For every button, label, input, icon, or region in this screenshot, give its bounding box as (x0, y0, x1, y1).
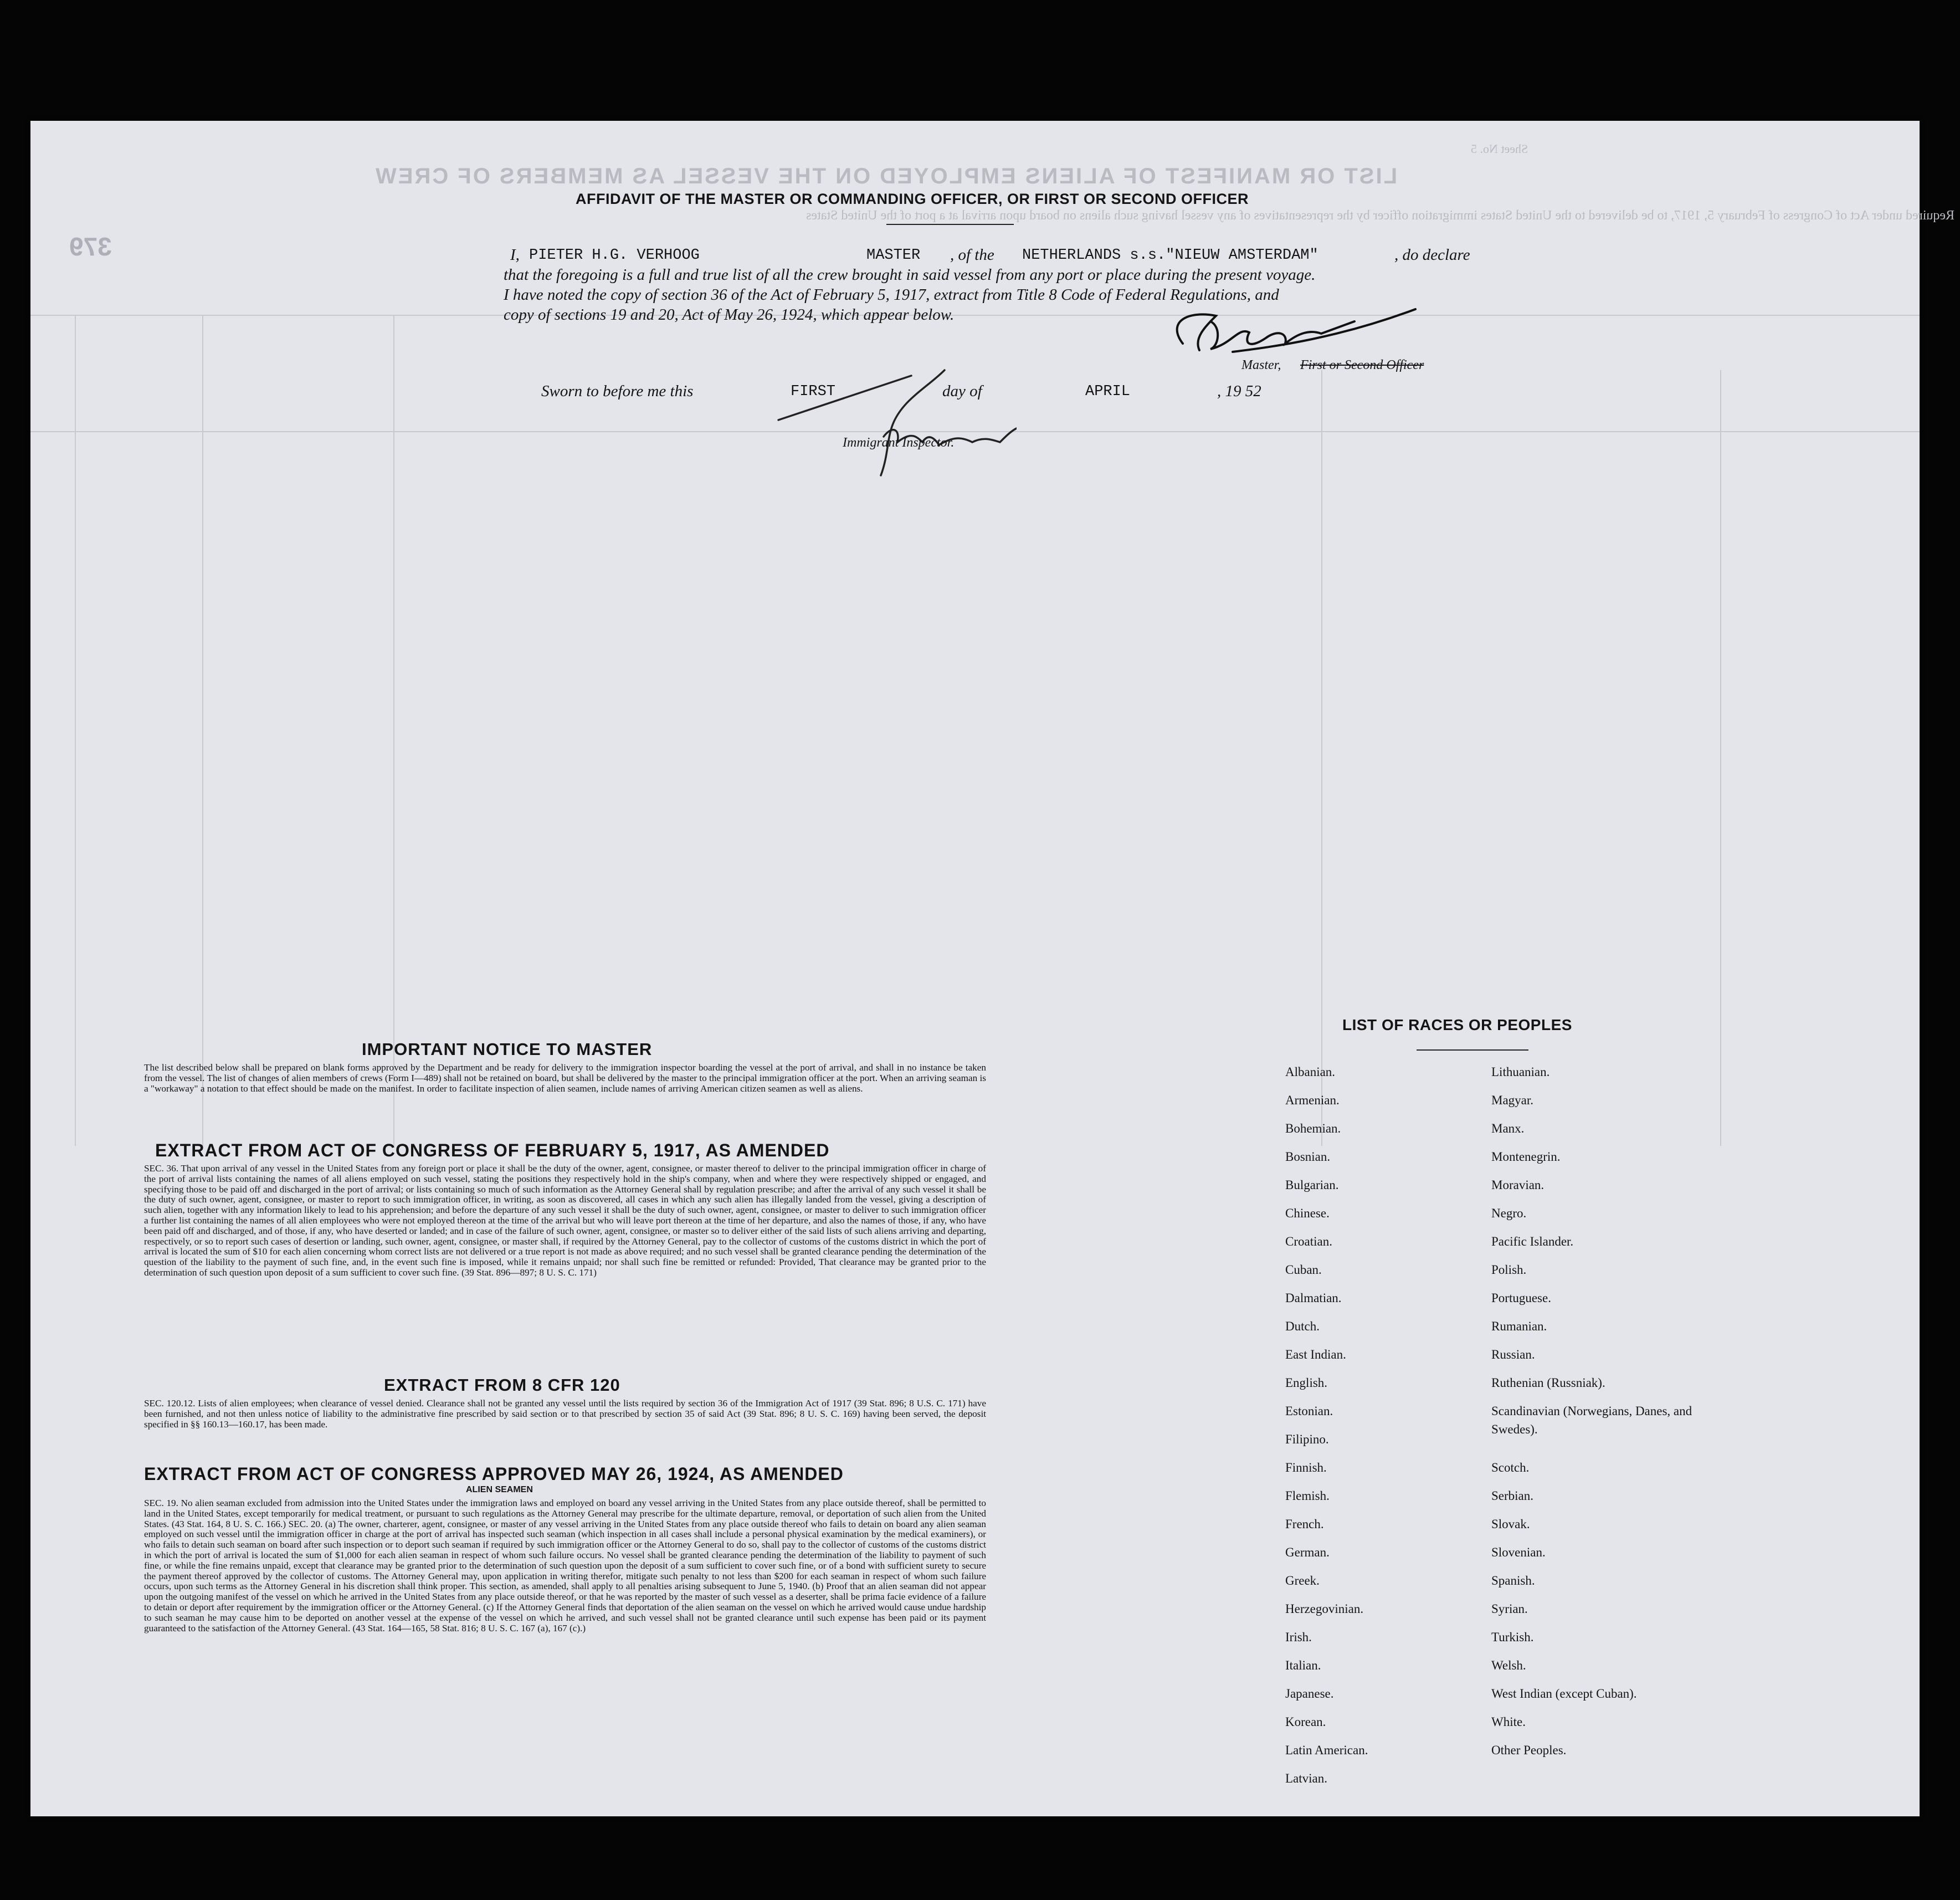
race-item: Syrian. (1491, 1602, 1528, 1616)
race-item: English. (1285, 1376, 1328, 1390)
race-item: Filipino. (1285, 1432, 1329, 1446)
races-title-rule (1417, 1049, 1528, 1051)
race-item: Portuguese. (1491, 1291, 1551, 1305)
race-item: Turkish. (1491, 1630, 1534, 1644)
race-item: Magyar. (1491, 1093, 1534, 1107)
races-title: LIST OF RACES OR PEOPLES (1342, 1016, 1572, 1033)
race-item: Dalmatian. (1285, 1291, 1342, 1305)
race-item: German. (1285, 1545, 1330, 1559)
extract-1924-subtitle: ALIEN SEAMEN (466, 1485, 533, 1494)
race-item: Welsh. (1491, 1658, 1526, 1672)
signature-caption-master: Master, (1241, 358, 1281, 372)
affidavit-heading-rule (886, 224, 1014, 225)
sworn-month: APRIL (1085, 383, 1131, 400)
race-item: Latvian. (1285, 1771, 1327, 1785)
affidavit-i: I, (510, 246, 520, 264)
race-item: Spanish. (1491, 1574, 1535, 1587)
race-item: Dutch. (1285, 1319, 1320, 1333)
affidavit-line-2: that the foregoing is a full and true list of all the crew brought in said vessel from any port or place during the present voyage. (504, 266, 1316, 284)
race-item: Japanese. (1285, 1687, 1334, 1701)
race-item: Greek. (1285, 1574, 1320, 1587)
race-item: Negro. (1491, 1206, 1527, 1220)
race-item: Flemish. (1285, 1489, 1330, 1503)
extract-1917-text: SEC. 36. That upon arrival of any vessel in the United States from any foreign port or place it shall be the duty of the owner, agent, consignee, or master thereof to deliver to the principal immigration officer in charge of the port of arrival lists containing the names of all aliens employed on such vessel, stating the positions they respectively hold in the ship's company, when and where they were respectively shipped or engaged, and specifying those to be paid off and discharged in the port of arrival; or lists containing so much of such information as the Attorney General shall by regulation prescribe; and after the arrival of any such vessel it shall be the duty of such owner, agent, consignee, or master to report to such immigration officer, in writing, as soon as discovered, all cases in which any such alien has illegally landed from the vessel, giving a description of such alien, together with any information likely to lead to his apprehension; and before the departure of any such vessel it shall be the duty of such owner, agent, consignee, or master to deliver to such immigration officer a further list containing the names of all alien employees who were not employed thereon at the time of the arrival but who will leave port thereon at the time of her departure, and also the names of those, if any, who have been paid off and discharged, and of those, if any, who have deserted or landed; and in case of the failure of such owner, agent, consignee, or master so to deliver either of the said lists of such aliens arriving and departing, respectively, or so to report such cases of desertion or landing, such owner, agent, consignee, or master shall, if required by the Attorney General, pay to the collector of customs of the customs district in which the port of arrival is located the sum of $10 for each alien concerning whom correct lists are not delivered or a true report is not made as above required; and no such vessel shall be granted clearance pending the determination of the question of the liability to the payment of such fine, and, in the event such fine is imposed, while it remains unpaid; nor shall such fine be remitted or refunded: Provided, That clearance may be granted prior to the determination of such question upon deposit of a sum sufficient to cover such fine. (39 Stat. 896—897; 8 U. S. C. 171) (144, 1163, 986, 1278)
race-item: Ruthenian (Russniak). (1491, 1376, 1605, 1390)
race-item: Cuban. (1285, 1263, 1322, 1277)
race-item: East Indian. (1285, 1348, 1346, 1361)
affidavit-of-the: , of the (950, 246, 994, 264)
race-item: French. (1285, 1517, 1324, 1531)
ghost-sheet-number: Sheet No. 5 (1471, 142, 1528, 156)
race-item: Scotch. (1491, 1461, 1530, 1474)
extract-8cfr-title: EXTRACT FROM 8 CFR 120 (384, 1375, 620, 1395)
race-item: Bulgarian. (1285, 1178, 1339, 1192)
affidavit-do-declare: , do declare (1394, 246, 1470, 264)
race-item: Serbian. (1491, 1489, 1534, 1503)
ghost-table-col (202, 315, 203, 1146)
race-item: Russian. (1491, 1348, 1535, 1361)
extract-8cfr-text: SEC. 120.12. Lists of alien employees; when clearance of vessel denied. Clearance shall not be granted any vessel until the lists required by section 36 of the Immigration Act of 1917 (39 Stat. 896; 8 U.S. C. 171) have been furnished, and not then unless notice of liability to the administrative fine prescribed by said section or to that prescribed by section 35 of said Act (39 Stat. 896; 8 U. S. C. 169) having been served, the deposit specified in §§ 160.13—160.17, has been made. (144, 1398, 986, 1430)
ghost-table-col (393, 315, 394, 1146)
race-item: Finnish. (1285, 1461, 1327, 1474)
race-item: Manx. (1491, 1121, 1525, 1135)
race-item: Polish. (1491, 1263, 1527, 1277)
race-item: Herzegovinian. (1285, 1602, 1364, 1616)
race-item: Moravian. (1491, 1178, 1545, 1192)
race-item: Scandinavian (Norwegians, Danes, and Swedes). (1491, 1404, 1692, 1436)
race-item: Pacific Islander. (1491, 1235, 1574, 1248)
inspector-signature (762, 354, 1017, 481)
sworn-day: FIRST (791, 383, 836, 400)
sworn-year: , 19 52 (1217, 382, 1261, 400)
vessel-name: NETHERLANDS s.s."NIEUW AMSTERDAM" (1022, 247, 1318, 264)
race-item: Albanian. (1285, 1065, 1336, 1079)
race-item: Other Peoples. (1491, 1743, 1567, 1757)
race-item: White. (1491, 1715, 1526, 1729)
extract-1917-title: EXTRACT FROM ACT OF CONGRESS OF FEBRUARY 5, 1917, AS AMENDED (155, 1140, 830, 1160)
notice-title: IMPORTANT NOTICE TO MASTER (362, 1039, 653, 1059)
race-item: Bosnian. (1285, 1150, 1331, 1164)
race-item: Lithuanian. (1491, 1065, 1550, 1079)
master-rank: MASTER (866, 247, 921, 264)
race-item: Korean. (1285, 1715, 1326, 1729)
ghost-table-rule (30, 315, 1920, 316)
extract-1924-text: SEC. 19. No alien seaman excluded from admission into the United States under the immigration laws and employed on board any vessel arriving in the United States from any place outside thereof, shall be permitted to land in the United States, except temporarily for medical treatment, or pursuant to such regulations as the Attorney General may prescribe for the ultimate departure, removal, or deportation of such alien from the United States. (43 Stat. 164, 8 U. S. C. 166.) SEC. 20. (a) The owner, charterer, agent, consignee, or master of any vessel arriving in the United States from any place outside thereof who fails to detain on board any alien seaman employed on such vessel until the immigration officer in charge at the port of arrival has inspected such seaman (which inspection in all cases shall include a personal physical examination by the medical examiners), or who fails to detain such seaman on board after such inspection or to deport such seaman if required by such immigration officer or the Attorney General to do so, shall pay to the collector of customs of the customs district in which the port of arrival is located the sum of $1,000 for each alien seaman in respect of whom such failure occurs. No vessel shall be granted clearance pending the determination of the liability to payment of such fine, or while the fine remains unpaid, except that clearance may be granted prior to the determination of such question upon the deposit of a sum sufficient to cover such fine, or of a bond with sufficient surety to secure the payment thereof approved by the collector of customs. The Attorney General may, upon application in writing therefor, mitigate such penalty to not less than $200 for each seaman in respect of whom such failure occurs, upon such terms as the Attorney General in his discretion shall think proper. This section, as amended, shall apply to all penalties arising subsequent to June 5, 1940. (b) Proof that an alien seaman did not appear upon the outgoing manifest of the vessel on which he arrived in the United States from any place outside thereof, or that he was reported by the master of such vessel as a deserter, shall be prima facie evidence of a failure to detain or deport after requirement by the immigration officer or the Attorney General. (c) If the Attorney General finds that deportation of the alien seaman on the vessel on which he arrived would cause undue hardship to such seaman he may cause him to be deported on another vessel at the expense of the vessel on which he arrived, and such vessel shall not be granted clearance until such expense has been paid or its payment guaranteed to the satisfaction of the Attorney General. (43 Stat. 164—165, 58 Stat. 816; 8 U. S. C. 167 (a), 167 (c).) (144, 1498, 986, 1633)
affidavit-line-3: I have noted the copy of section 36 of the Act of February 5, 1917, extract from Title 8 Code of Federal Regulations, and (504, 286, 1279, 304)
master-name: PIETER H.G. VERHOOG (529, 247, 700, 264)
signature-caption-struck: First or Second Officer (1300, 358, 1424, 372)
document-page (30, 121, 1955, 1816)
sworn-day-of: day of (942, 382, 982, 400)
ghost-table-col (1321, 370, 1322, 1146)
race-item: Irish. (1285, 1630, 1312, 1644)
race-item: Rumanian. (1491, 1319, 1547, 1333)
race-item: Latin American. (1285, 1743, 1368, 1757)
race-item: Bohemian. (1285, 1121, 1341, 1135)
race-item: West Indian (except Cuban). (1491, 1687, 1637, 1701)
ghost-title: LIST OR MANIFEST OF ALIENS EMPLOYED ON THE VESSEL AS MEMBERS OF CREW (374, 164, 1398, 188)
race-item: Chinese. (1285, 1206, 1330, 1220)
master-signature (1155, 299, 1421, 360)
race-item: Estonian. (1285, 1404, 1333, 1418)
race-item: Armenian. (1285, 1093, 1340, 1107)
ghost-table-col (75, 315, 76, 1146)
race-item: Slovenian. (1491, 1545, 1546, 1559)
race-item: Croatian. (1285, 1235, 1332, 1248)
ghost-stamp: 379 (69, 232, 112, 261)
affidavit-line-4: copy of sections 19 and 20, Act of May 26, 1924, which appear below. (504, 306, 955, 324)
race-item: Montenegrin. (1491, 1150, 1561, 1164)
extract-1924-title: EXTRACT FROM ACT OF CONGRESS APPROVED MAY 26, 1924, AS AMENDED (144, 1464, 844, 1484)
race-item: Italian. (1285, 1658, 1321, 1672)
race-item: Slovak. (1491, 1517, 1530, 1531)
sworn-text: Sworn to before me this (541, 382, 694, 400)
notice-text: The list described below shall be prepared on blank forms approved by the Department and be ready for delivery to the immigration inspector boarding the vessel at the port of arrival, and shall in no instance be taken from the vessel. The list of changes of alien members of crews (Form I—489) shall not be retained on board, but shall be delivered by the master to the principal immigration officer at the port. When an arriving seaman is a "workaway" a notation to that effect should be made on the manifest. In order to facilitate inspection of alien seamen, include names of arriving American citizen seamen as well as aliens. (144, 1062, 986, 1094)
inspector-caption: Immigrant Inspector. (843, 436, 955, 450)
ghost-table-col (1720, 370, 1721, 1146)
ghost-required-line: Required under Act of Congress of February 5, 1917, to be delivered to the United States immigration officer by the representatives of any vessel having such aliens on board upon arrival at a port of the United States (806, 208, 1955, 223)
affidavit-heading: AFFIDAVIT OF THE MASTER OR COMMANDING OFFICER, OR FIRST OR SECOND OFFICER (576, 191, 1249, 207)
